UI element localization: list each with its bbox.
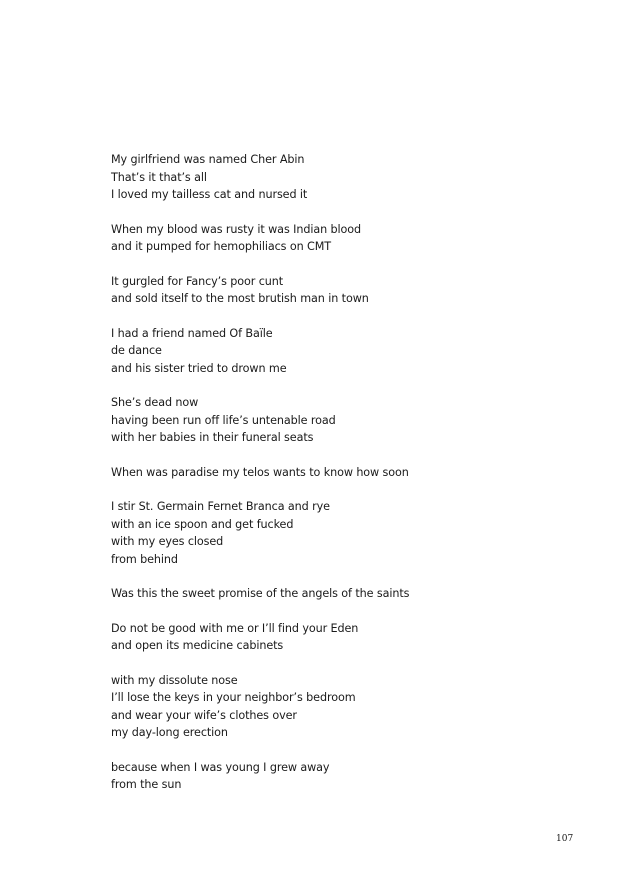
page-number: 107 bbox=[556, 834, 574, 844]
stanza-10 bbox=[111, 672, 591, 742]
poem-line: and sold itself to the most brutish man in town bbox=[111, 292, 369, 305]
poem-line: When my blood was rusty it was Indian blood bbox=[111, 222, 362, 236]
poem-line: When was paradise my telos wants to know how soon bbox=[111, 465, 409, 479]
poem-line: I had a friend named Of Baïle bbox=[111, 326, 273, 340]
poem-line: with my dissolute nose bbox=[111, 673, 238, 687]
poem-line: because when I was young I grew away bbox=[111, 760, 330, 774]
poem-line: having been run off life’s untenable road bbox=[111, 413, 336, 427]
poem-line: with my eyes closed bbox=[111, 535, 224, 548]
stanza-7 bbox=[111, 498, 591, 568]
poem-line: I loved my tailless cat and nursed it bbox=[111, 188, 308, 201]
poem-body bbox=[111, 151, 591, 811]
poem-line: I’ll lose the keys in your neighbor’s bedroom bbox=[111, 691, 356, 704]
stanza-6 bbox=[111, 464, 591, 482]
poem-line: de dance bbox=[111, 344, 162, 357]
stanza-9 bbox=[111, 620, 591, 655]
poem-line: and it pumped for hemophiliacs on CMT bbox=[111, 240, 332, 253]
poem-line: Do not be good with me or I’ll find your Eden bbox=[111, 621, 359, 635]
poem-line: It gurgled for Fancy’s poor cunt bbox=[111, 274, 284, 288]
poem-line: my day-long erection bbox=[111, 726, 228, 739]
poem-line: from the sun bbox=[111, 778, 182, 791]
poem-line: from behind bbox=[111, 552, 178, 566]
poem-line: That’s it that’s all bbox=[111, 170, 207, 184]
stanza-8 bbox=[111, 585, 591, 603]
poem-line: My girlfriend was named Cher Abin bbox=[111, 153, 305, 166]
poem-line: and open its medicine cabinets bbox=[111, 639, 284, 652]
stanza-2 bbox=[111, 221, 591, 256]
poem-line: I stir St. Germain Fernet Branca and rye bbox=[111, 500, 330, 513]
poem-line: with an ice spoon and get fucked bbox=[111, 517, 294, 531]
poem-line: She’s dead now bbox=[111, 396, 199, 409]
stanza-3 bbox=[111, 273, 591, 308]
stanza-11 bbox=[111, 759, 591, 794]
poem-line: with her babies in their funeral seats bbox=[111, 431, 314, 444]
stanza-4 bbox=[111, 325, 591, 378]
poem-line: and wear your wife’s clothes over bbox=[111, 708, 297, 722]
poem-line: Was this the sweet promise of the angels of the saints bbox=[111, 587, 410, 600]
poem-line: and his sister tried to drown me bbox=[111, 361, 287, 375]
stanza-5 bbox=[111, 394, 591, 447]
stanza-1 bbox=[111, 151, 591, 204]
